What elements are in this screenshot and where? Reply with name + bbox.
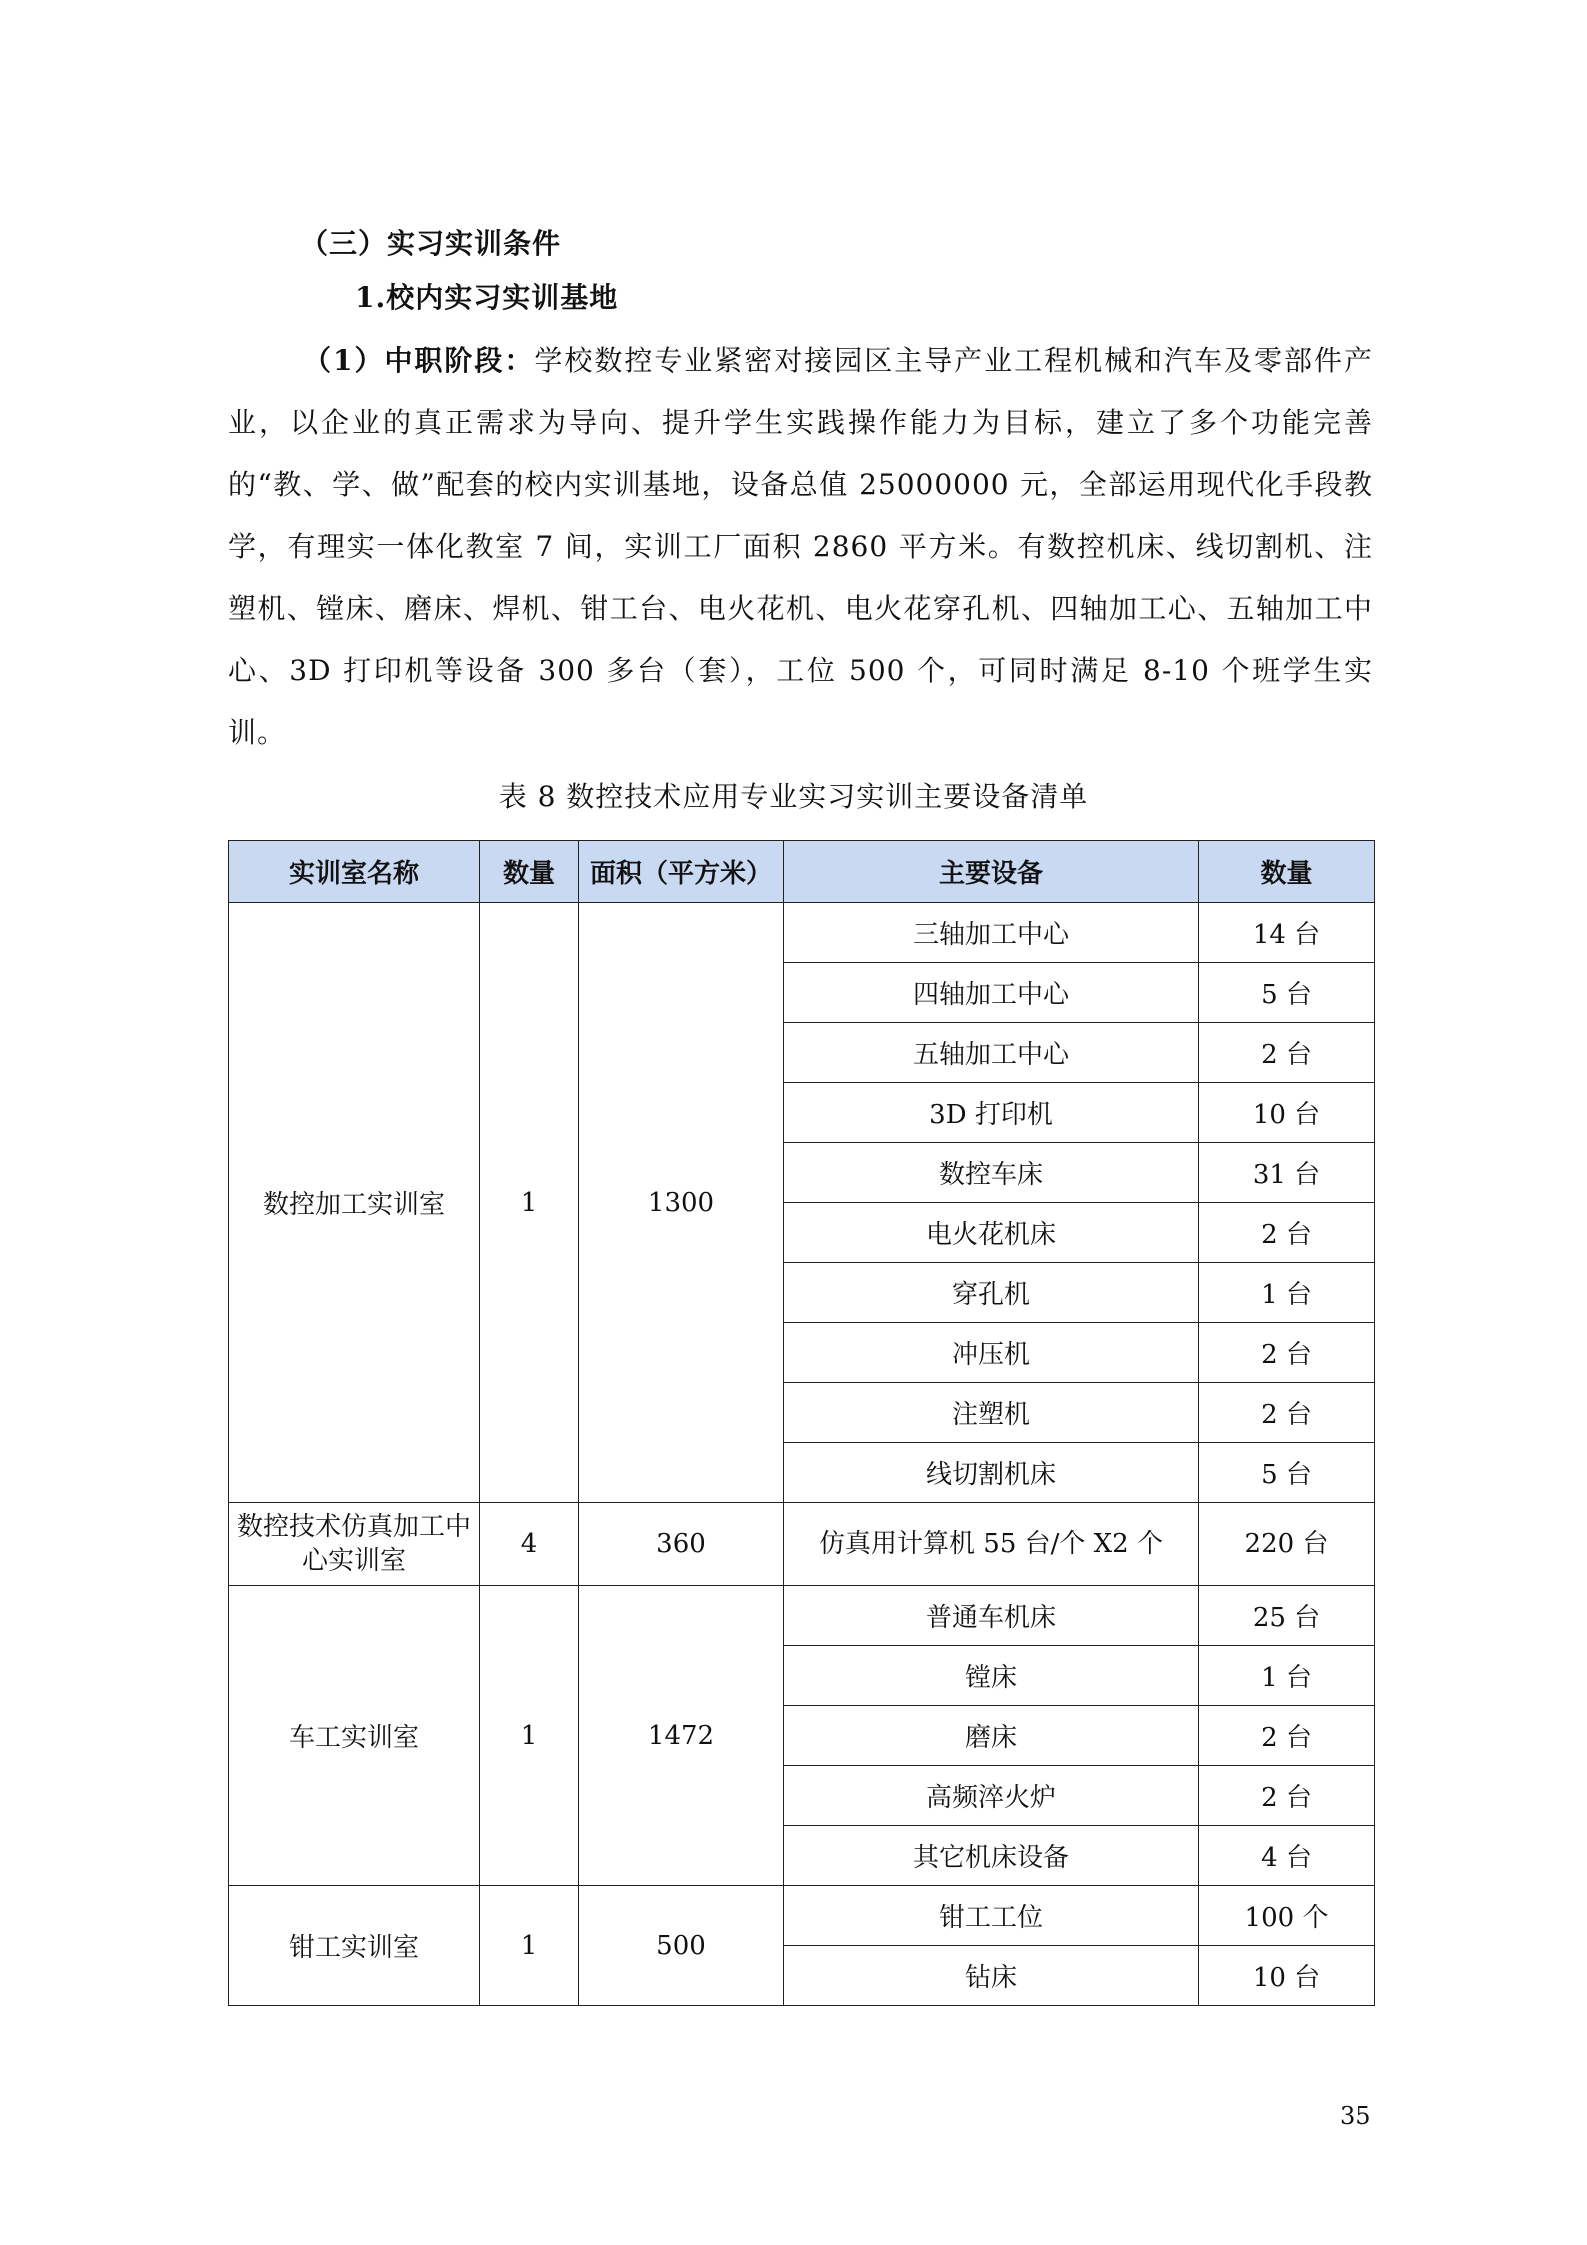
room-name: 数控加工实训室 <box>229 903 480 1503</box>
equipment-item: 线切割机床 <box>784 1443 1199 1503</box>
equipment-item: 注塑机 <box>784 1383 1199 1443</box>
equipment-item: 三轴加工中心 <box>784 903 1199 963</box>
table-row <box>229 903 1375 963</box>
equipment-qty: 2 台 <box>1199 1766 1375 1826</box>
equipment-qty: 31 台 <box>1199 1143 1375 1203</box>
equipment-item: 普通车机床 <box>784 1586 1199 1646</box>
header-quantity: 数量 <box>1199 841 1375 903</box>
table-row <box>229 1503 1375 1586</box>
table-row <box>229 1586 1375 1646</box>
equipment-qty: 10 台 <box>1199 1083 1375 1143</box>
equipment-item: 磨床 <box>784 1706 1199 1766</box>
table-row <box>229 1886 1375 1946</box>
equipment-item: 四轴加工中心 <box>784 963 1199 1023</box>
header-room-name: 实训室名称 <box>229 841 480 903</box>
equipment-qty: 5 台 <box>1199 963 1375 1023</box>
equipment-qty: 2 台 <box>1199 1706 1375 1766</box>
room-name: 车工实训室 <box>229 1586 480 1886</box>
table-header-row <box>229 841 1375 903</box>
equipment-item: 数控车床 <box>784 1143 1199 1203</box>
room-area: 500 <box>579 1886 784 2006</box>
equipment-qty: 4 台 <box>1199 1826 1375 1886</box>
equipment-qty: 1 台 <box>1199 1646 1375 1706</box>
equipment-qty: 2 台 <box>1199 1323 1375 1383</box>
equipment-qty: 220 台 <box>1199 1503 1375 1586</box>
room-count: 1 <box>480 903 579 1503</box>
header-equipment: 主要设备 <box>784 841 1199 903</box>
table-caption: 表 8 数控技术应用专业实习实训主要设备清单 <box>498 780 1089 813</box>
equipment-item: 五轴加工中心 <box>784 1023 1199 1083</box>
equipment-item: 穿孔机 <box>784 1263 1199 1323</box>
equipment-qty: 10 台 <box>1199 1946 1375 2006</box>
equipment-item: 仿真用计算机 55 台/个 X2 个 <box>784 1503 1199 1586</box>
equipment-qty: 14 台 <box>1199 903 1375 963</box>
room-area: 1472 <box>579 1586 784 1886</box>
equipment-qty: 2 台 <box>1199 1383 1375 1443</box>
room-name: 数控技术仿真加工中心实训室 <box>229 1503 480 1586</box>
equipment-item: 电火花机床 <box>784 1203 1199 1263</box>
page-number: 35 <box>1340 2102 1371 2130</box>
equipment-item: 冲压机 <box>784 1323 1199 1383</box>
room-name: 钳工实训室 <box>229 1886 480 2006</box>
equipment-item: 钻床 <box>784 1946 1199 2006</box>
room-count: 1 <box>480 1586 579 1886</box>
section-heading: （三）实习实训条件 <box>300 227 562 260</box>
header-room-count: 数量 <box>480 841 579 903</box>
header-area: 面积（平方米） <box>579 841 784 903</box>
equipment-qty: 2 台 <box>1199 1023 1375 1083</box>
equipment-qty: 25 台 <box>1199 1586 1375 1646</box>
equipment-table <box>228 840 1375 2006</box>
paragraph-lead: （1）中职阶段： <box>303 344 535 377</box>
equipment-item: 高频淬火炉 <box>784 1766 1199 1826</box>
room-count: 4 <box>480 1503 579 1586</box>
equipment-item: 其它机床设备 <box>784 1826 1199 1886</box>
equipment-item: 3D 打印机 <box>784 1083 1199 1143</box>
equipment-item: 镗床 <box>784 1646 1199 1706</box>
equipment-qty: 100 个 <box>1199 1886 1375 1946</box>
subsection-heading: 1.校内实习实训基地 <box>355 281 619 314</box>
equipment-qty: 5 台 <box>1199 1443 1375 1503</box>
body-paragraph <box>228 330 1373 764</box>
equipment-qty: 1 台 <box>1199 1263 1375 1323</box>
room-area: 360 <box>579 1503 784 1586</box>
room-count: 1 <box>480 1886 579 2006</box>
paragraph-text: 学校数控专业紧密对接园区主导产业工程机械和汽车及零部件产业，以企业的真正需求为导向、提升学生实践操作能力为目标，建立了多个功能完善的“教、学、做”配套的校内实训基地，设备总值 25000000 元，全部运用现代化手段教学，有理实一体化教室 7 间，实训工厂面积 2860 平方米。有数控机床、线切割机、注塑机、镗床、磨床、焊机、钳工台、电火花机、电火花穿孔机、四轴加工心、五轴加工中心、3D 打印机等设备 300 多台（套），工位 500 个，可同时满足 8-10 个班学生实训。 <box>228 344 1373 749</box>
equipment-qty: 2 台 <box>1199 1203 1375 1263</box>
equipment-item: 钳工工位 <box>784 1886 1199 1946</box>
room-area: 1300 <box>579 903 784 1503</box>
